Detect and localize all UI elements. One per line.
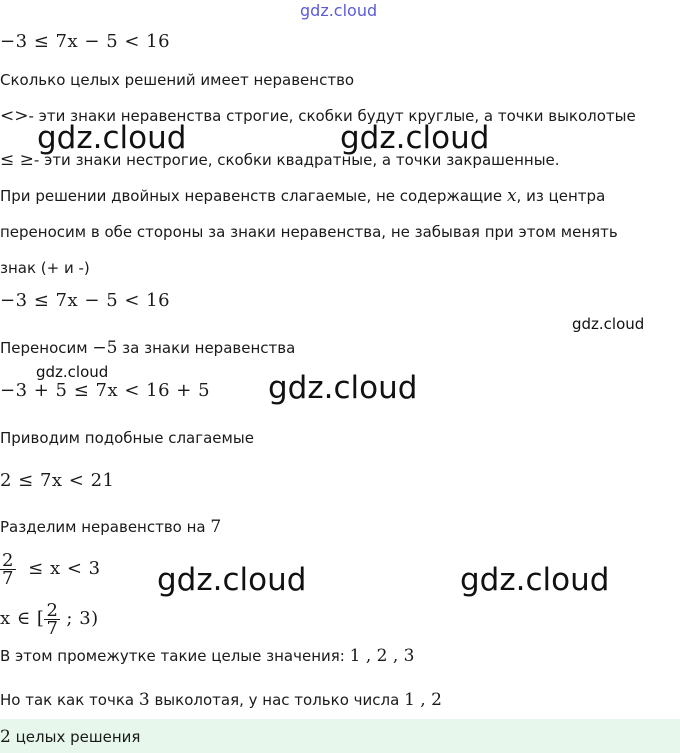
watermark: gdz.cloud (340, 120, 490, 156)
strict-signs-text: - эти знаки неравенства строгие, скобки будут круглые, а точки выколотые (28, 107, 636, 125)
watermark: gdz.cloud (572, 315, 645, 333)
watermark: gdz.cloud (36, 363, 109, 381)
watermark-top: gdz.cloud (300, 1, 378, 20)
step-text: Разделим неравенство на (0, 518, 211, 536)
inequality-divided (0, 551, 101, 587)
interval-answer (0, 601, 99, 637)
inequality-rest: ≤ x < 3 (21, 558, 101, 579)
question-text: Сколько целых решений имеет неравенство (0, 71, 355, 89)
excluded-point-note (0, 690, 442, 710)
strict-signs-note (0, 106, 636, 126)
inequality-simplified: 2 ≤ 7x < 21 (0, 470, 115, 491)
nonstrict-signs-note (0, 150, 560, 170)
rule-line-1 (0, 186, 605, 206)
interval-start: x ∈ [ (0, 608, 45, 629)
step-text: за знаки неравенства (117, 339, 296, 357)
term: −5 (92, 338, 118, 358)
watermark: gdz.cloud (37, 120, 187, 156)
step-text: Переносим (0, 339, 93, 357)
step-divide (0, 517, 221, 537)
integer-values (0, 646, 414, 666)
step-text: Но так как точка (0, 691, 139, 709)
inequality-moved: −3 + 5 ≤ 7x < 16 + 5 (0, 380, 211, 401)
values: 1 , 2 (404, 690, 442, 710)
variable-x: x (506, 186, 517, 206)
divisor: 7 (210, 517, 222, 537)
step-text: выколотая, у нас только числа (149, 691, 405, 709)
answer-label: целых решения (10, 728, 141, 746)
fraction (44, 599, 60, 639)
rule-text: , из центра (516, 187, 606, 205)
rule-line-2: переносим в обе стороны за знаки неравенства, не забывая при этом менять (0, 223, 618, 241)
answer-text (0, 727, 140, 747)
fraction-numerator: 2 (46, 599, 59, 621)
strict-signs-symbol: <> (0, 106, 29, 126)
nonstrict-signs-text: - эти знаки нестрогие, скобки квадратные, а точки закрашенные. (33, 151, 560, 169)
interval-end: ; 3) (66, 608, 99, 629)
answer-number: 2 (0, 727, 11, 747)
rule-text: При решении двойных неравенств слагаемые, не содержащие (0, 187, 507, 205)
fraction-denominator: 7 (46, 617, 59, 639)
point: 3 (138, 690, 150, 710)
watermark: gdz.cloud (268, 370, 418, 406)
watermark: gdz.cloud (157, 562, 307, 598)
inequality-original: −3 ≤ 7x − 5 < 16 (0, 31, 171, 52)
watermark: gdz.cloud (460, 562, 610, 598)
values: 1 , 2 , 3 (349, 646, 415, 666)
step-move-terms (0, 338, 295, 358)
fraction-numerator: 2 (2, 549, 14, 571)
rule-line-3: знак (+ и -) (0, 259, 90, 277)
fraction-denominator: 7 (2, 567, 14, 589)
fraction (0, 549, 16, 589)
inequality-restated: −3 ≤ 7x − 5 < 16 (0, 290, 171, 311)
step-simplify: Приводим подобные слагаемые (0, 429, 254, 447)
nonstrict-signs-symbol: ≤ ≥ (0, 150, 34, 170)
step-text: В этом промежутке такие целые значения: (0, 647, 350, 665)
